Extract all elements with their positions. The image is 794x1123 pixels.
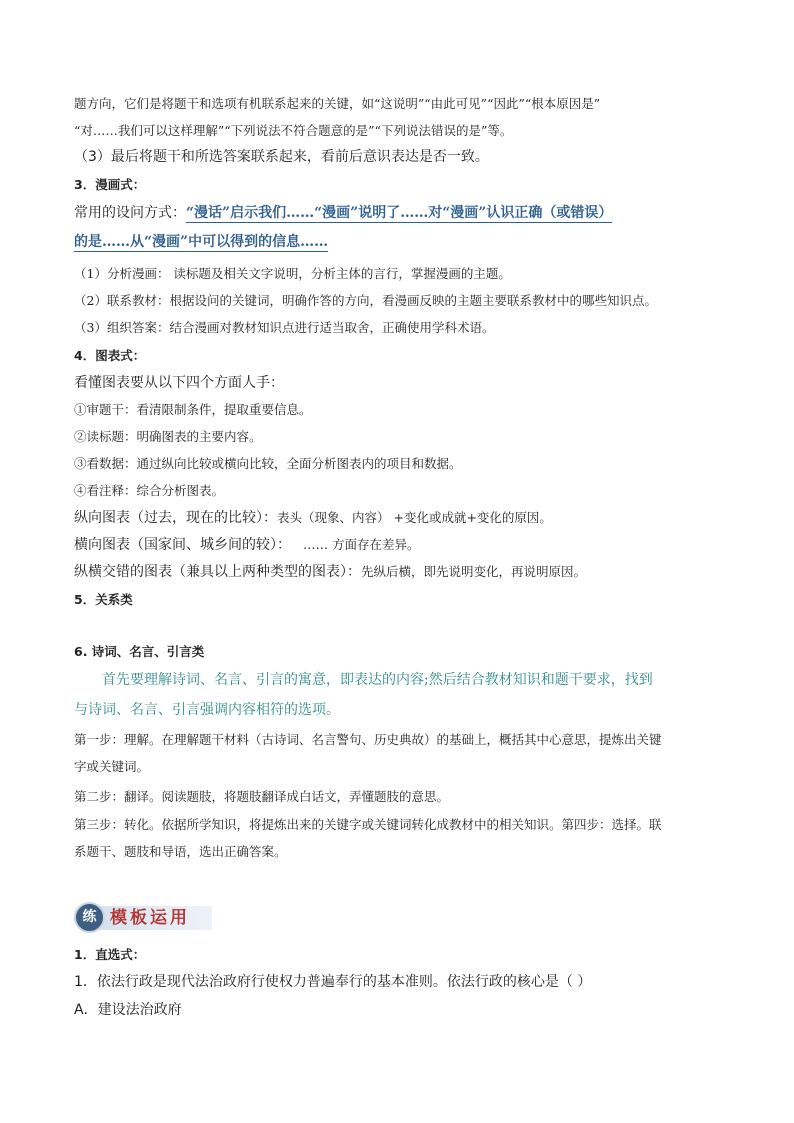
horizontal-chart-label: 横向图表（国家间、城乡间的较）：	[74, 537, 291, 553]
intro-line-1: 题方向，它们是将题干和选项有机联系起来的关键，如“这说明”“由此可见”“因此”“根本原因是”	[74, 96, 601, 111]
section-3-heading: 3．漫画式：	[74, 177, 146, 192]
cartoon-step-3: （3）组织答案：结合漫画对教材知识点进行适当取舍，正确使用学科术语。	[74, 320, 495, 335]
poetry-guide-line-2: 与诗词、名言、引言强调内容相符的选项。	[74, 702, 340, 718]
direct-choice-heading: 1．直选式：	[74, 947, 146, 962]
chart-step-3: ③看数据：通过纵向比较或横向比较，全面分析图表内的项目和数据。	[74, 456, 462, 471]
vertical-chart-desc: 表头（现象、内容） +变化或成就+变化的原因。	[277, 510, 552, 525]
chart-step-1: ①审题干：看清限制条件，提取重要信息。	[74, 402, 312, 417]
chart-step-4: ④看注释：综合分析图表。	[74, 483, 225, 498]
cartoon-step-2: （2）联系教材：根据设问的关键词，明确作答的方向，看漫画反映的主题主要联系教材中的哪些知识点。	[74, 293, 657, 308]
chart-intro: 看懂图表要从以下四个方面人手：	[74, 375, 284, 391]
step-3-line-2: 系题干、题肢和导语，选出正确答案。	[74, 844, 287, 859]
intro-line-2: “对……我们可以这样理解”“下列说法不符合题意的是”“下列说法错误的是”等。	[74, 123, 513, 138]
question-pattern-text-2: 的是……从“漫画”中可以得到的信息……	[74, 234, 329, 250]
question-pattern-line-2	[74, 233, 328, 251]
cross-chart-label: 纵横交错的图表（兼具以上两种类型的图表）：	[74, 564, 361, 580]
poetry-guide-line-1: 首先要理解诗词、名言、引言的寓意，即表达的内容;然后结合教材知识和题干要求，找到	[102, 672, 653, 688]
step-1-line-2: 字或关键词。	[74, 759, 150, 774]
answer-option-a: A．建设法治政府	[74, 1002, 182, 1018]
cross-chart-desc: 先纵后横，即先说明变化，再说明原因。	[361, 564, 587, 579]
step-3-line-1: 第三步：转化。依据所学知识，将提炼出来的关键字或关键词转化成教材中的相关知识。第四步：选择。联	[74, 817, 662, 832]
section-4-heading: 4．图表式：	[74, 348, 146, 363]
section-5-heading: 5．关系类	[74, 592, 133, 607]
banner-title: 模板运用	[110, 908, 190, 928]
question-pattern-prefix: 常用的设问方式：	[74, 205, 186, 221]
horizontal-chart-line	[74, 536, 419, 554]
horizontal-chart-desc: …… 方面存在差异。	[303, 537, 420, 552]
section-6-heading: 6. 诗词、名言、引言类	[74, 644, 205, 659]
intro-line-3: （3）最后将题干和所选答案联系起来，看前后意识表达是否一致。	[74, 149, 489, 165]
cartoon-step-1: （1）分析漫画： 读标题及相关文字说明，分析主体的言行，掌握漫画的主题。	[74, 266, 511, 281]
practice-badge-icon: 练	[74, 902, 105, 933]
question-pattern-text-1: “漫话”启示我们……“漫画”说明了……对“漫画”认识正确（或错误）	[186, 205, 613, 221]
practice-banner	[74, 901, 212, 935]
step-2-line: 第二步：翻译。阅读题肢，将题肢翻译成白话文，弄懂题肢的意思。	[74, 789, 450, 804]
question-1: 1．依法行政是现代法治政府行使权力普遍奉行的基本准则。依法行政的核心是（ ）	[74, 974, 592, 990]
step-1-line-1: 第一步：理解。在理解题干材料（古诗词、名言警句、历史典故）的基础上，概括其中心意思，提炼出关键	[74, 732, 662, 747]
cross-chart-line	[74, 563, 586, 581]
question-pattern-line-1	[74, 204, 612, 222]
chart-step-2: ②读标题：明确图表的主要内容。	[74, 429, 262, 444]
vertical-chart-line	[74, 509, 552, 527]
vertical-chart-label: 纵向图表（过去，现在的比较）：	[74, 510, 277, 526]
